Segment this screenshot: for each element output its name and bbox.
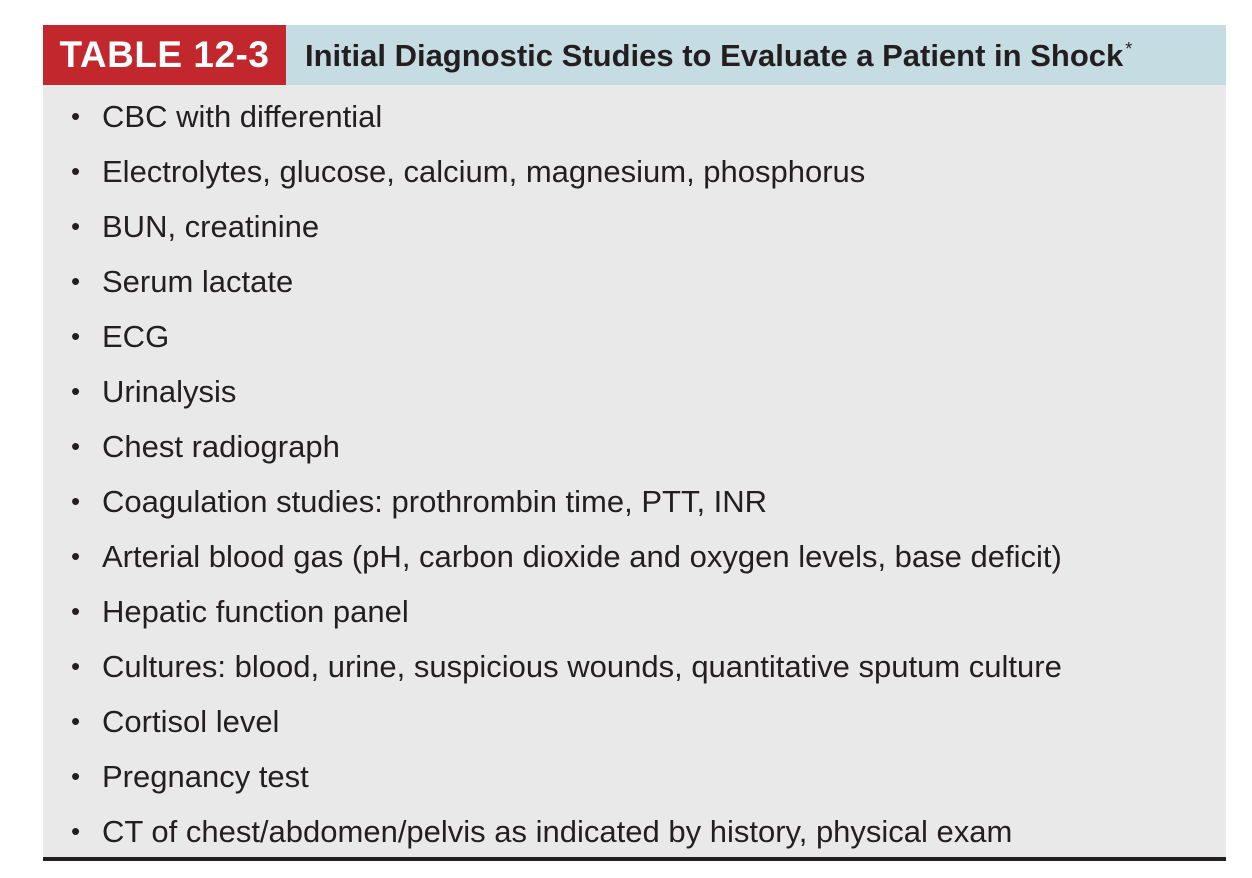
bullet-icon: • (71, 211, 81, 241)
bullet-icon: • (71, 376, 81, 406)
list-item-text: Electrolytes, glucose, calcium, magnesium, phosphorus (102, 154, 866, 189)
list-item (43, 144, 1226, 199)
bullet-icon: • (71, 761, 81, 791)
bullet-icon: • (71, 101, 81, 131)
studies-list (43, 89, 1226, 859)
list-item-text: Cultures: blood, urine, suspicious wounds, quantitative sputum culture (102, 649, 1062, 684)
list-item (43, 694, 1226, 749)
list-item-text: ECG (102, 319, 170, 354)
list-item (43, 529, 1226, 584)
list-item (43, 364, 1226, 419)
list-item-text: Serum lactate (102, 264, 294, 299)
bullet-icon: • (71, 706, 81, 736)
list-item (43, 309, 1226, 364)
list-item (43, 199, 1226, 254)
bullet-icon: • (71, 156, 81, 186)
list-item-text: Coagulation studies: prothrombin time, PTT, INR (102, 484, 768, 519)
table-title-text: Initial Diagnostic Studies to Evaluate a Patient in Shock (305, 38, 1124, 73)
bullet-icon: • (71, 486, 81, 516)
list-item (43, 254, 1226, 309)
list-item (43, 639, 1226, 694)
list-item (43, 584, 1226, 639)
list-item (43, 89, 1226, 144)
bullet-icon: • (71, 431, 81, 461)
bullet-icon: • (71, 321, 81, 351)
diagnostic-studies-table (43, 25, 1226, 861)
list-item (43, 749, 1226, 804)
list-item (43, 474, 1226, 529)
table-header (43, 25, 1226, 85)
table-title (305, 25, 1132, 85)
bullet-icon: • (71, 266, 81, 296)
list-item (43, 419, 1226, 474)
list-item-text: BUN, creatinine (102, 209, 320, 244)
list-item-text: CT of chest/abdomen/pelvis as indicated by history, physical exam (102, 814, 1013, 849)
list-item-text: Pregnancy test (102, 759, 309, 794)
list-item-text: Cortisol level (102, 704, 280, 739)
list-item (43, 804, 1226, 859)
footnote-marker: * (1125, 39, 1133, 59)
table-number-label: TABLE 12-3 (43, 25, 286, 85)
list-item-text: CBC with differential (102, 99, 383, 134)
list-item-text: Arterial blood gas (pH, carbon dioxide and oxygen levels, base deficit) (102, 539, 1062, 574)
list-item-text: Urinalysis (102, 374, 237, 409)
bullet-icon: • (71, 596, 81, 626)
bullet-icon: • (71, 816, 81, 846)
list-item-text: Hepatic function panel (102, 594, 409, 629)
bullet-icon: • (71, 651, 81, 681)
list-item-text: Chest radiograph (102, 429, 340, 464)
bullet-icon: • (71, 541, 81, 571)
